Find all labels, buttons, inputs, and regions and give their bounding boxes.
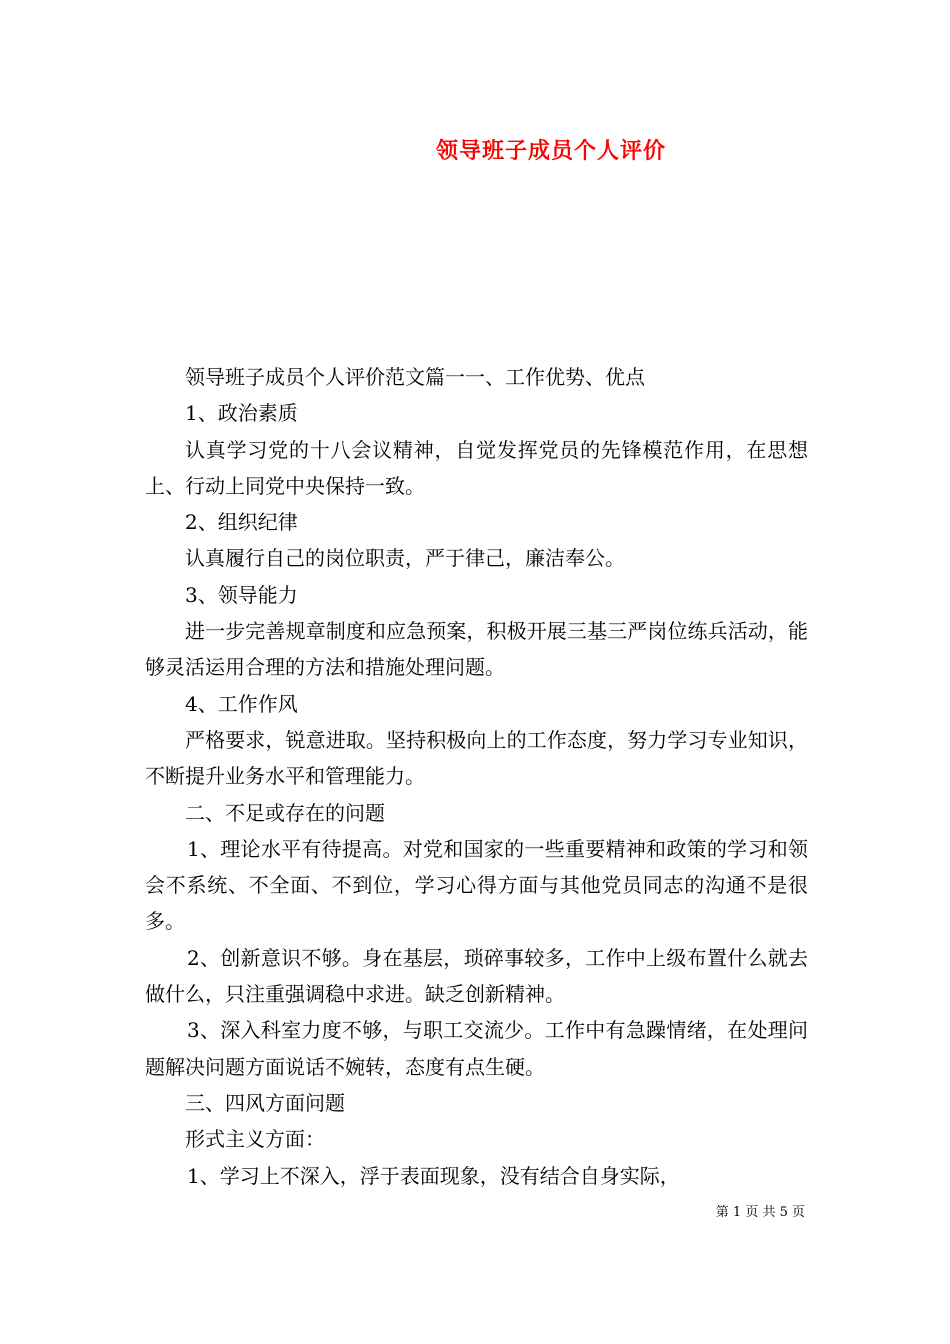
- page-number: 第 1 页 共 5 页: [715, 1205, 805, 1220]
- paragraph-shortcoming-1: 1、理论水平有待提高。对党和国家的一些重要精神和政策的学习和领会不系统、不全面、不到位，学习心得方面与其他党员同志的沟通不是很多。: [145, 836, 808, 934]
- paragraph-discipline: 认真履行自己的岗位职责，严于律己，廉洁奉公。: [185, 546, 625, 571]
- page-title: 领导班子成员个人评价: [435, 138, 666, 164]
- heading-shortcomings: 二、不足或存在的问题: [185, 800, 385, 825]
- paragraph-shortcoming-2: 2、创新意识不够。身在基层，琐碎事较多，工作中上级布置什么就去做什么，只注重强调稳中求进。缺乏创新精神。: [145, 945, 808, 1007]
- heading-four-styles: 三、四风方面问题: [185, 1090, 345, 1115]
- paragraph-political-quality: 认真学习党的十八会议精神，自觉发挥党员的先锋模范作用，在思想上、行动上同党中央保持一致。: [145, 437, 808, 498]
- heading-leadership: 3、领导能力: [185, 582, 298, 607]
- paragraph-work-style: 严格要求，锐意进取。坚持积极向上的工作态度，努力学习专业知识，不断提升业务水平和管理能力。: [145, 727, 808, 789]
- paragraph-shortcoming-3: 3、深入科室力度不够，与职工交流少。工作中有急躁情绪，在处理问题解决问题方面说话不婉转，态度有点生硬。: [145, 1018, 808, 1079]
- paragraph-formalism-1: 1、学习上不深入，浮于表面现象，没有结合自身实际，: [187, 1163, 680, 1188]
- paragraph-intro: 领导班子成员个人评价范文篇一一、工作优势、优点: [185, 365, 645, 389]
- document-body: [145, 359, 808, 1194]
- heading-discipline: 2、组织纪律: [185, 510, 298, 535]
- paragraph-leadership: 进一步完善规章制度和应急预案，积极开展三基三严岗位练兵活动，能够灵活运用合理的方法和措施处理问题。: [145, 619, 808, 680]
- heading-formalism: 形式主义方面：: [185, 1127, 325, 1152]
- heading-work-style: 4、工作作风: [185, 691, 298, 716]
- heading-political-quality: 1、政治素质: [185, 401, 298, 426]
